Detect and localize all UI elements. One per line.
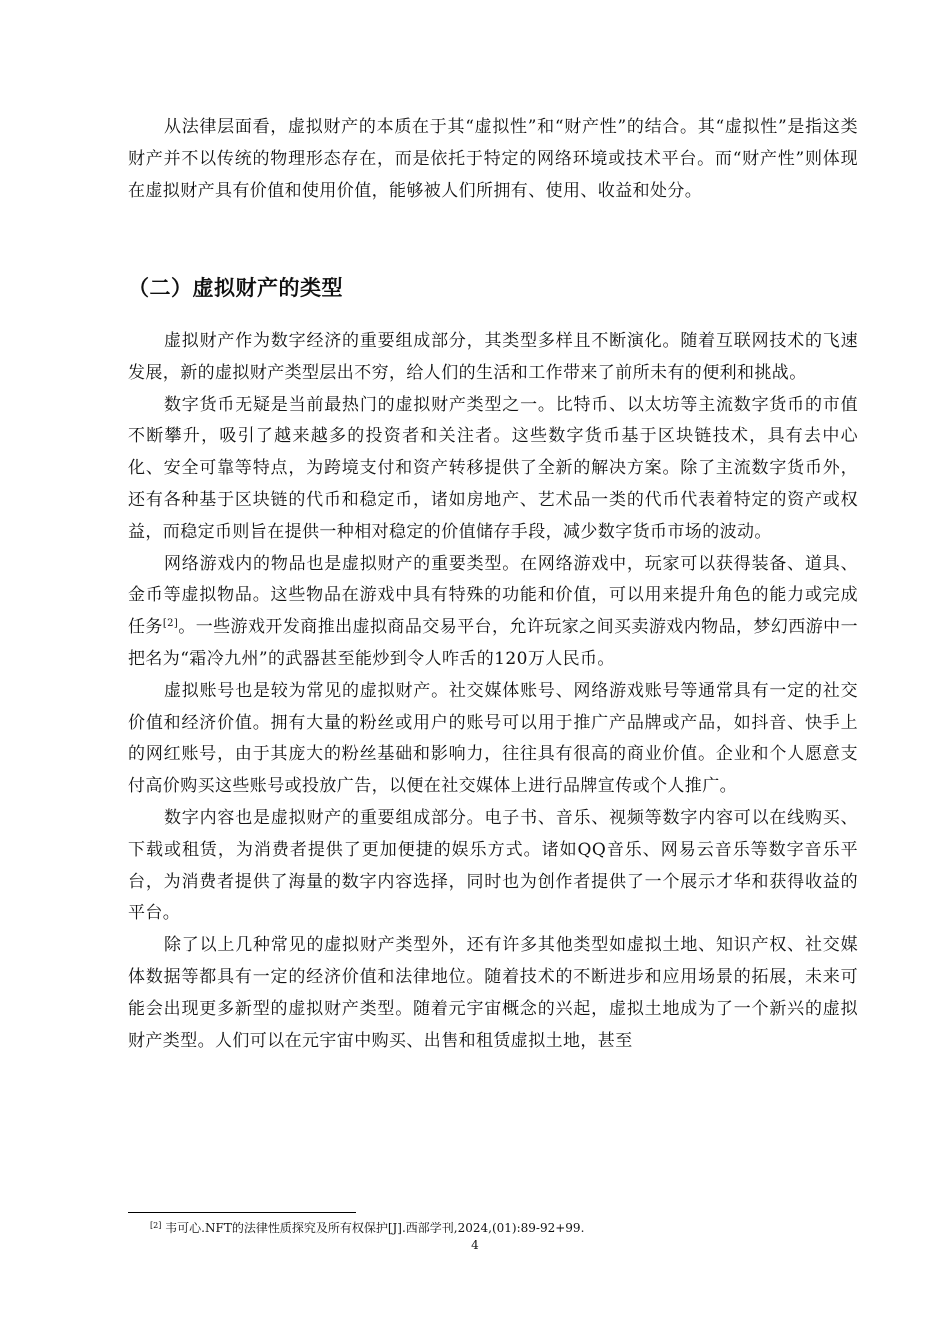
paragraph-digital-content (128, 803, 858, 930)
paragraph-text: 数字内容也是虚拟财产的重要组成部分。电子书、音乐、视频等数字内容可以在线购买、下载或租赁，为消费者提供了更加便捷的娱乐方式。诸如QQ音乐、网易云音乐等数字音乐平台，为消费者提供了海量的数字内容选择，同时也为创作者提供了一个展示才华和获得收益的平台。 (128, 807, 858, 924)
paragraph-text: 。一些游戏开发商推出虚拟商品交易平台，允许玩家之间买卖游戏内物品，梦幻西游中一把名为“霜冷九州”的武器甚至能炒到令人咋舌的120万人民币。 (128, 617, 858, 669)
footnote-reference[interactable]: [2] (162, 618, 179, 630)
paragraph-text: 虚拟账号也是较为常见的虚拟财产。社交媒体账号、网络游戏账号等通常具有一定的社交价值和经济价值。拥有大量的粉丝或用户的账号可以用于推广产品牌或产品，如抖音、快手上的网红账号，由于其庞大的粉丝基础和影响力，往往具有很高的商业价值。企业和个人愿意支付高价购买这些账号或投放广告，以便在社交媒体上进行品牌宣传或个人推广。 (128, 680, 858, 797)
paragraph-game-items (128, 549, 858, 676)
page-number: 4 (471, 1238, 479, 1252)
footnote-divider (128, 1212, 356, 1213)
paragraph-virtual-accounts (128, 676, 858, 803)
paragraph-text: 数字货币无疑是当前最热门的虚拟财产类型之一。比特币、以太坊等主流数字货币的市值不断攀升，吸引了越来越多的投资者和关注者。这些数字货币基于区块链技术，具有去中心化、安全可靠等特点，为跨境支付和资产转移提供了全新的解决方案。除了主流数字货币外，还有各种基于区块链的代币和稳定币，诸如房地产、艺术品一类的代币代表着特定的资产或权益，而稳定币则旨在提供一种相对稳定的价值储存手段，减少数字货币市场的波动。 (128, 394, 858, 542)
footnote-text: 韦可心.NFT的法律性质探究及所有权保护[J].西部学刊,2024,(01):89-92+99. (165, 1221, 585, 1235)
paragraph-text: 虚拟财产作为数字经济的重要组成部分，其类型多样且不断演化。随着互联网技术的飞速发展，新的虚拟财产类型层出不穷，给人们的生活和工作带来了前所未有的便利和挑战。 (128, 331, 858, 383)
section-heading: （二）虚拟财产的类型 (128, 276, 343, 300)
footnote-marker: [2] (150, 1221, 162, 1230)
paragraph-text: 从法律层面看，虚拟财产的本质在于其“虚拟性”和“财产性”的结合。其“虚拟性”是指这类财产并不以传统的物理形态存在，而是依托于特定的网络环境或技术平台。而“财产性”则体现在虚拟财产具有价值和使用价值，能够被人们所拥有、使用、收益和处分。 (128, 117, 858, 201)
paragraph-text: 除了以上几种常见的虚拟财产类型外，还有许多其他类型如虚拟土地、知识产权、社交媒体数据等都具有一定的经济价值和法律地位。随着技术的不断进步和应用场景的拓展，未来可能会出现更多新型的虚拟财产类型。随着元宇宙概念的兴起，虚拟土地成为了一个新兴的虚拟财产类型。人们可以在元宇宙中购买、出售和租赁虚拟土地，甚至 (128, 935, 858, 1051)
paragraph-intro-types (128, 326, 858, 390)
paragraph-legal-nature (128, 112, 858, 207)
body-section (128, 326, 858, 1057)
paragraph-text: 网络游戏内的物品也是虚拟财产的重要类型。在网络游戏中，玩家可以获得装备、道具、金币等虚拟物品。这些物品在游戏中具有特殊的功能和价值，可以用来提升角色的能力或完成任务 (128, 553, 858, 638)
paragraph-digital-currency (128, 390, 858, 549)
paragraph-other-types (128, 930, 858, 1057)
footnote (150, 1220, 584, 1236)
